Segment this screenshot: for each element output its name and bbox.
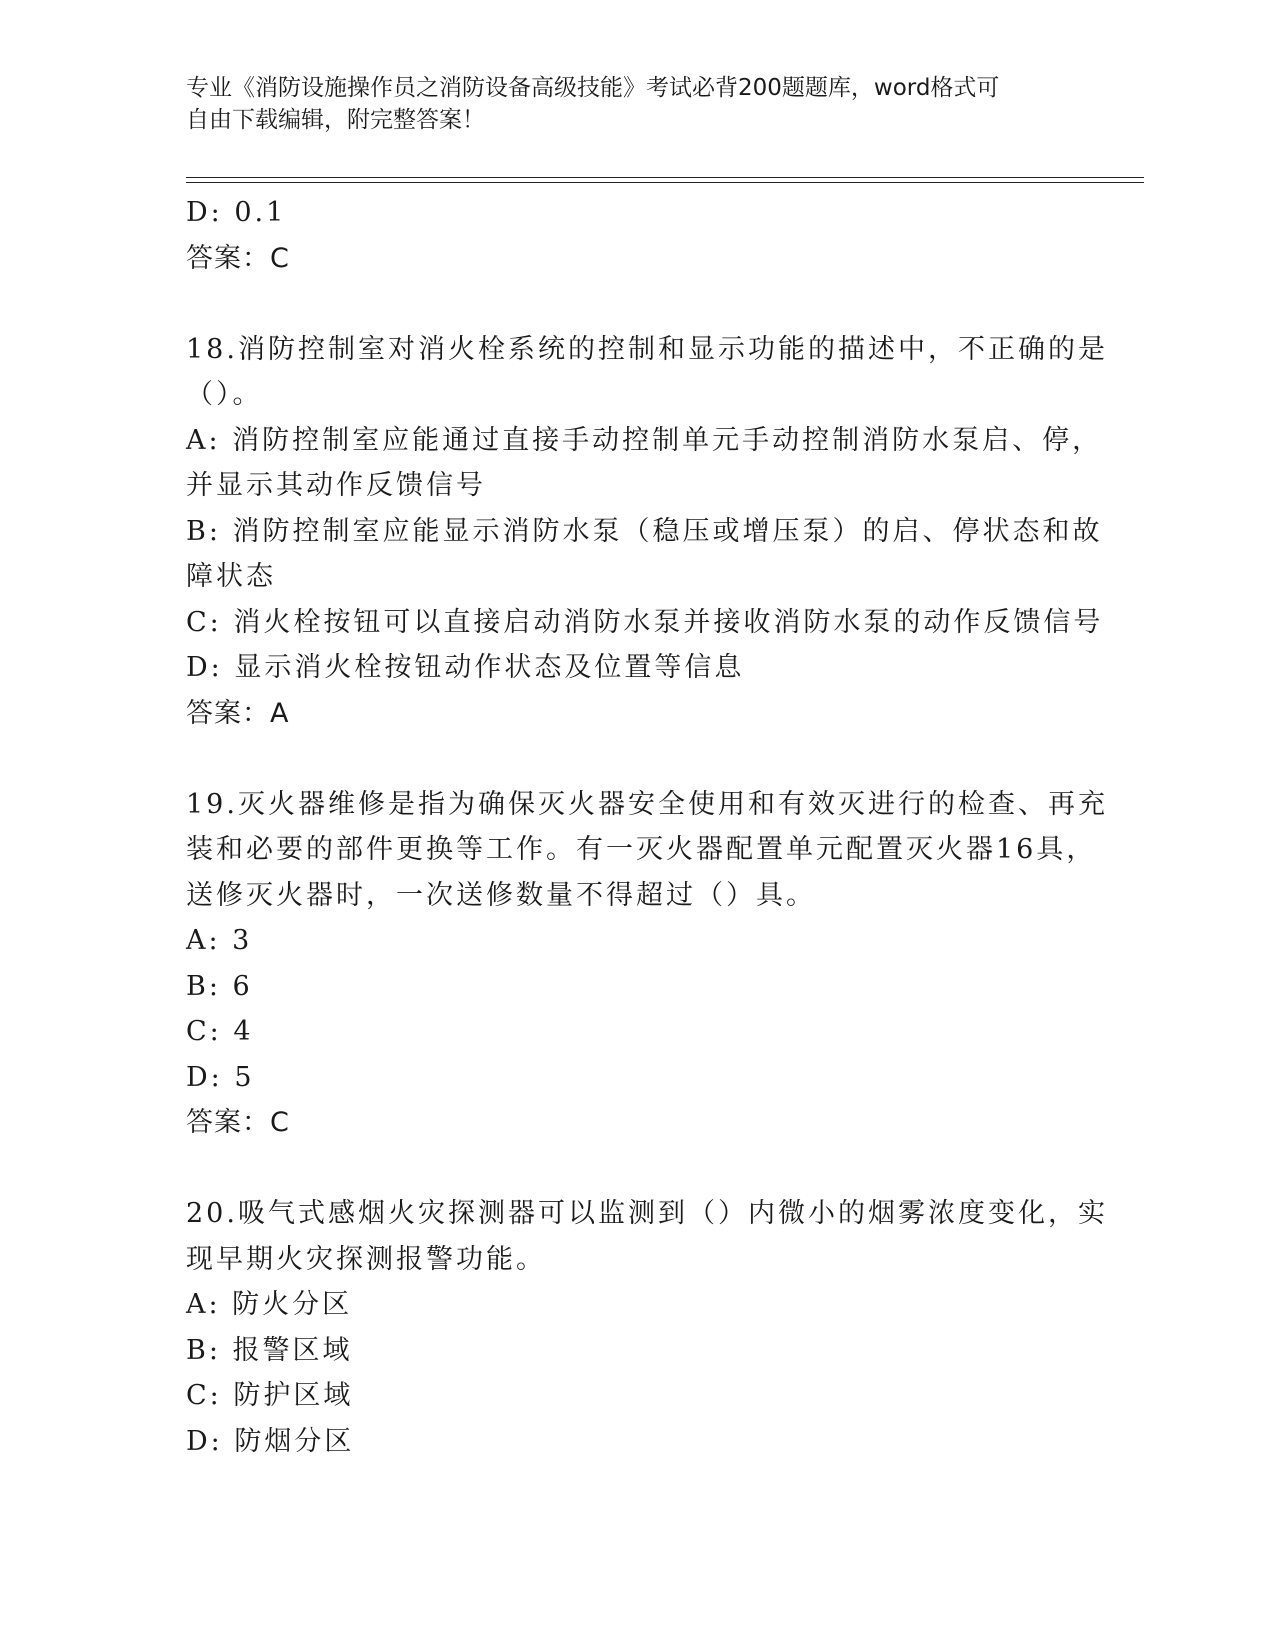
option-d: D: 5	[186, 1061, 255, 1093]
question-18	[186, 327, 1108, 737]
question-20	[186, 1191, 1108, 1464]
option-d: D: 显示消火栓按钮动作状态及位置等信息	[186, 652, 745, 683]
answer: 答案：A	[186, 697, 290, 729]
question-stem: 18.消防控制室对消火栓系统的控制和显示功能的描述中，不正确的是	[186, 333, 1108, 365]
question-list	[186, 190, 1108, 1464]
question-stem-cont: 装和必要的部件更换等工作。有一灭火器配置单元配置灭火器16具，	[186, 834, 1097, 865]
option-d: D: 0.1	[186, 197, 287, 228]
option-a: A: 消防控制室应能通过直接手动控制单元手动控制消防水泵启、停，	[186, 424, 1103, 456]
option-a: A: 防火分区	[186, 1289, 353, 1320]
header-line-2: 自由下载编辑，附完整答案！	[186, 107, 485, 133]
spacer	[186, 736, 1086, 782]
option-c: C: 4	[186, 1016, 254, 1047]
header-line-1: 专业《消防设施操作员之消防设备高级技能》考试必背200题题库，word格式可	[186, 75, 1000, 101]
option-a: A: 3	[186, 925, 253, 956]
answer: 答案：C	[186, 242, 290, 274]
option-d: D: 防烟分区	[186, 1425, 355, 1457]
option-a-cont: 并显示其动作反馈信号	[186, 470, 486, 501]
question-stem-cont: 现早期火灾探测报警功能。	[186, 1243, 546, 1275]
previous-question-tail	[186, 190, 1086, 281]
option-c: C: 防护区域	[186, 1380, 354, 1411]
spacer	[186, 281, 1086, 327]
header-rule-top	[186, 177, 1144, 178]
option-b-cont: 障状态	[186, 561, 276, 592]
question-stem: 20.吸气式感烟火灾探测器可以监测到（）内微小的烟雾浓度变化，实	[186, 1198, 1108, 1229]
header-rule-bottom	[186, 182, 1144, 183]
question-stem: 19.灭火器维修是指为确保灭火器安全使用和有效灭进行的检查、再充	[186, 788, 1108, 820]
question-stem-cont: （）。	[186, 379, 263, 410]
question-19	[186, 782, 1108, 1146]
answer: 答案：C	[186, 1107, 290, 1138]
option-b: B: 消防控制室应能显示消防水泵（稳压或增压泵）的启、停状态和故	[186, 515, 1103, 547]
option-b: B: 6	[186, 970, 253, 1002]
question-stem-cont: 送修灭火器时，一次送修数量不得超过（）具。	[186, 879, 816, 911]
option-b: B: 报警区域	[186, 1334, 353, 1366]
page-header	[186, 72, 1066, 136]
spacer	[186, 1146, 1086, 1192]
option-c: C: 消火栓按钮可以直接启动消防水泵并接收消防水泵的动作反馈信号	[186, 606, 1104, 638]
